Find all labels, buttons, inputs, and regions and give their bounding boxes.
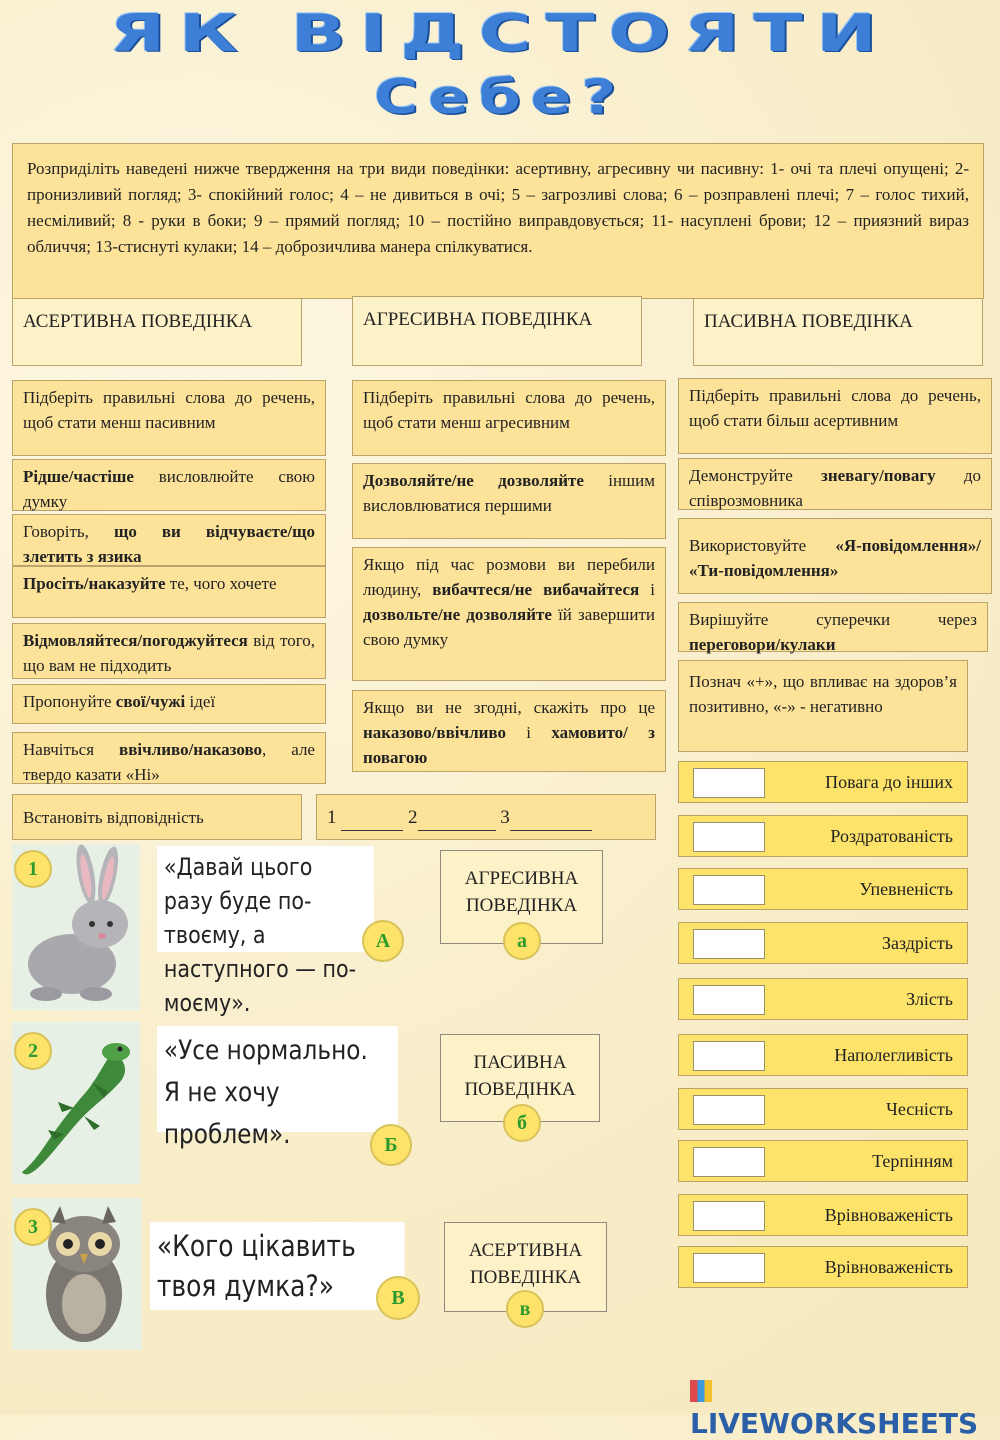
mark-instructions-text: Познач «+», що впливає на здоров’я позитивно, «-» - негативно xyxy=(689,672,957,716)
col1-item-2-text: Говоріть, xyxy=(23,522,114,541)
header-assertive[interactable] xyxy=(12,298,302,366)
col3-item-3-choice[interactable]: переговори/кулаки xyxy=(689,635,836,654)
check-label: Чесність xyxy=(886,1099,953,1119)
check-row xyxy=(678,868,968,910)
quote-1-text: «Давай цього разу буде по-твоєму, а наступного — по-моєму». xyxy=(163,853,357,1017)
check-label: Терпінням xyxy=(872,1151,953,1171)
header-aggressive-label: АГРЕСИВНА ПОВЕДІНКА xyxy=(363,309,593,330)
liveworksheets-mark-icon xyxy=(690,1380,712,1402)
category-letter-v[interactable]: в xyxy=(506,1290,544,1328)
col3-intro xyxy=(678,378,992,454)
header-passive[interactable] xyxy=(693,298,983,366)
instructions-box xyxy=(12,143,984,299)
check-row xyxy=(678,761,968,803)
col1-item-4-choice[interactable]: Відмовляйтеся/погоджуйтеся xyxy=(23,631,248,650)
quote-3 xyxy=(150,1222,405,1310)
header-passive-label: ПАСИВНА ПОВЕДІНКА xyxy=(704,311,913,332)
col1-item-2-choice[interactable]: що ви відчуваєте/що злетить з язика xyxy=(23,522,315,566)
quote-2-text: «Усе нормально. Я не хочу проблем». xyxy=(163,1035,368,1150)
col1-item-4-text: від того, що вам не підходить xyxy=(23,631,315,675)
col1-item-6[interactable] xyxy=(12,732,326,784)
col1-item-6-text: Навчіться xyxy=(23,740,120,759)
quote-3-text: «Кого цікавить твоя думка?» xyxy=(156,1229,356,1303)
col2-item-3-choice-2[interactable]: хамовито/ з повагою xyxy=(363,723,655,767)
col2-item-1-text: іншим висловлюватися першими xyxy=(363,471,655,515)
col1-item-1-choice[interactable]: Рідше/частіше xyxy=(23,467,134,486)
page-title: ЯК ВІДСТОЯТИ xyxy=(109,2,891,64)
check-input[interactable] xyxy=(693,768,765,798)
match-label: Встановіть відповідність xyxy=(23,808,204,827)
category-assertive-label: АСЕРТИВНА ПОВЕДІНКА xyxy=(468,1240,583,1288)
liveworksheets-brand: LIVEWORKSHEETS xyxy=(690,1407,979,1440)
col3-item-1-text: Демонструйте xyxy=(689,466,821,485)
col3-item-1-choice[interactable]: зневагу/повагу xyxy=(821,466,936,485)
check-label: Врівноваженість xyxy=(824,1205,953,1225)
letter-badge-b[interactable]: Б xyxy=(370,1124,412,1166)
check-row xyxy=(678,978,968,1020)
col3-item-1[interactable] xyxy=(678,458,992,510)
check-label: Упевненість xyxy=(859,879,953,899)
col2-intro xyxy=(352,380,666,456)
check-label: Заздрість xyxy=(881,933,953,953)
check-label: Врівноваженість xyxy=(824,1257,953,1277)
quote-1 xyxy=(157,846,374,1017)
header-aggressive[interactable] xyxy=(352,296,642,366)
check-label: Злість xyxy=(906,989,953,1009)
col2-item-3[interactable] xyxy=(352,690,666,772)
instructions-text: Розприділіть наведені нижче твердження на три види поведінки: асертивну, агресивну чи пасивну: 1- очі та плечі опущені; 2- пронизливий погляд; 3- спокійний голос; 4 – не дивиться в очі; 5 – загрозливі слова; 6 – розправлені плечі; 7 – голос тихий, несміливий; 8 - руки в боки; 9 – прямий погляд; 10 – постійно виправдовується; 11- насуплені брови; 12 – приязний вираз обличчя; 13-стиснуті кулаки; 14 – доброзичлива манера спілкуватися. xyxy=(27,159,969,256)
check-input[interactable] xyxy=(693,875,765,905)
check-input[interactable] xyxy=(693,985,765,1015)
col1-item-2[interactable] xyxy=(12,514,326,566)
letter-badge-a[interactable]: А xyxy=(362,920,404,962)
check-input[interactable] xyxy=(693,1253,765,1283)
col2-item-3-text: Якщо ви не згодні, скажіть про це xyxy=(363,698,655,717)
check-label: Наполегливість xyxy=(834,1045,953,1065)
col3-item-2[interactable] xyxy=(678,518,992,594)
category-aggressive-label: АГРЕСИВНА ПОВЕДІНКА xyxy=(464,868,579,916)
col3-item-3-text: Вирішуйте суперечки через xyxy=(689,610,977,629)
col3-item-1-suffix: до співрозмовника xyxy=(689,466,981,510)
col2-intro-text: Підберіть правильні слова до речень, щоб стати менш агресивним xyxy=(363,388,655,432)
number-badge-1: 1 xyxy=(14,850,52,888)
check-input[interactable] xyxy=(693,1041,765,1071)
col2-item-2-choice-2[interactable]: дозвольте/не дозволяйте xyxy=(363,605,552,624)
col1-item-5-suffix: ідеї xyxy=(185,692,216,711)
check-input[interactable] xyxy=(693,822,765,852)
col1-intro-text: Підберіть правильні слова до речень, щоб стати менш пасивним xyxy=(23,388,315,432)
col3-item-2-choice[interactable]: «Я-повідомлення»/ «Ти-повідомлення» xyxy=(689,536,981,580)
category-letter-a[interactable]: а xyxy=(503,922,541,960)
match-label-box xyxy=(12,794,302,840)
liveworksheets-logo[interactable] xyxy=(690,1374,1000,1440)
check-input[interactable] xyxy=(693,929,765,959)
check-row xyxy=(678,815,968,857)
match-blank-1[interactable] xyxy=(341,805,403,831)
col2-item-3-and: і xyxy=(506,723,552,742)
col1-item-4[interactable] xyxy=(12,623,326,679)
col1-item-5-choice[interactable]: свої/чужі xyxy=(115,692,186,711)
check-label: Роздратованість xyxy=(830,826,953,846)
match-num-3: 3 xyxy=(500,807,510,828)
quote-2 xyxy=(157,1026,398,1150)
col1-intro xyxy=(12,380,326,456)
col3-item-3[interactable] xyxy=(678,602,988,652)
col2-item-2-and: і xyxy=(639,580,655,599)
col1-item-6-suffix: , але твердо казати «Ні» xyxy=(23,740,315,784)
header-assertive-label: АСЕРТИВНА ПОВЕДІНКА xyxy=(23,311,253,332)
check-input[interactable] xyxy=(693,1201,765,1231)
number-badge-2: 2 xyxy=(14,1032,52,1070)
check-input[interactable] xyxy=(693,1095,765,1125)
check-row xyxy=(678,1088,968,1130)
col1-item-3[interactable] xyxy=(12,566,326,618)
col2-item-1[interactable] xyxy=(352,463,666,539)
col1-item-3-text: те, чого хочете xyxy=(165,574,277,593)
col1-item-1[interactable] xyxy=(12,459,326,511)
check-row xyxy=(678,922,968,964)
category-passive-label: ПАСИВНА ПОВЕДІНКА xyxy=(464,1052,576,1100)
check-row xyxy=(678,1140,968,1182)
letter-badge-v[interactable]: В xyxy=(376,1276,420,1320)
col2-item-2-suffix: їй завершити свою думку xyxy=(363,605,655,649)
number-badge-3: 3 xyxy=(14,1208,52,1246)
col1-item-5[interactable] xyxy=(12,684,326,724)
col1-item-1-text: висловлюйте свою думку xyxy=(23,467,315,511)
col1-item-6-choice[interactable]: ввічливо/наказово xyxy=(119,740,263,759)
page-subtitle: Себе? xyxy=(373,70,627,125)
check-row xyxy=(678,1194,968,1236)
check-row xyxy=(678,1034,968,1076)
check-label: Повага до інших xyxy=(825,772,953,792)
mark-instructions xyxy=(678,660,968,752)
col2-item-2[interactable] xyxy=(352,547,666,681)
match-blank-3[interactable] xyxy=(510,805,592,831)
check-row xyxy=(678,1246,968,1288)
col2-item-2-text: Якщо під час розмови ви перебили людину, xyxy=(363,555,655,599)
match-num-1: 1 xyxy=(327,807,337,828)
col2-item-1-choice[interactable]: Дозволяйте/не дозволяйте xyxy=(363,471,584,490)
col1-item-3-choice[interactable]: Просіть/наказуйте xyxy=(23,574,166,593)
match-blank-2[interactable] xyxy=(418,805,496,831)
match-answer-box xyxy=(316,794,656,840)
col3-item-2-text: Використовуйте xyxy=(689,536,836,555)
col3-intro-text: Підберіть правильні слова до речень, щоб стати більш асертивним xyxy=(689,386,981,430)
category-letter-b[interactable]: б xyxy=(503,1104,541,1142)
col2-item-3-choice-1[interactable]: наказово/ввічливо xyxy=(363,723,506,742)
col2-item-2-choice-1[interactable]: вибачтеся/не вибачайтеся xyxy=(432,580,640,599)
col1-item-5-text: Пропонуйте xyxy=(23,692,116,711)
match-num-2: 2 xyxy=(408,807,418,828)
check-input[interactable] xyxy=(693,1147,765,1177)
